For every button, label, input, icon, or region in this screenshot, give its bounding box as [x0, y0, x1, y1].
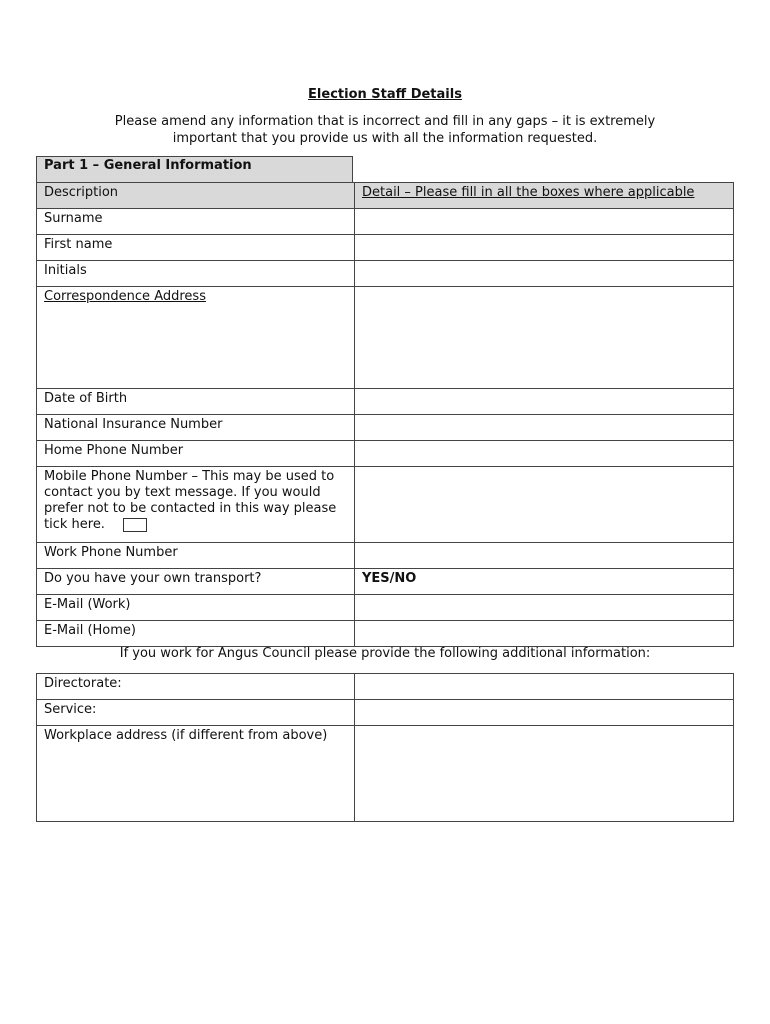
table-row — [37, 441, 734, 467]
mobile-phone-cell — [37, 467, 355, 543]
table-row — [37, 700, 734, 726]
date-of-birth-label: Date of Birth — [37, 389, 355, 415]
table-row — [37, 235, 734, 261]
workplace-address-field[interactable] — [355, 726, 734, 822]
table-row — [37, 261, 734, 287]
no-text-tick-checkbox[interactable] — [123, 518, 147, 532]
table-row — [37, 543, 734, 569]
table-row — [37, 595, 734, 621]
page-title: Election Staff Details — [308, 87, 462, 102]
own-transport-label: Do you have your own transport? — [37, 569, 355, 595]
own-transport-answer[interactable]: YES/NO — [355, 569, 734, 595]
table-row — [37, 209, 734, 235]
table-row — [37, 389, 734, 415]
general-information-table — [36, 182, 734, 647]
initials-field[interactable] — [355, 261, 734, 287]
home-phone-label: Home Phone Number — [37, 441, 355, 467]
angus-council-table — [36, 673, 734, 822]
surname-label: Surname — [37, 209, 355, 235]
table-row — [37, 569, 734, 595]
first-name-label: First name — [37, 235, 355, 261]
email-home-label: E-Mail (Home) — [37, 621, 355, 647]
ni-number-field[interactable] — [355, 415, 734, 441]
work-phone-label: Work Phone Number — [37, 543, 355, 569]
correspondence-address-label: Correspondence Address — [37, 287, 355, 389]
table-row — [37, 415, 734, 441]
directorate-label: Directorate: — [37, 674, 355, 700]
work-phone-field[interactable] — [355, 543, 734, 569]
intro-text: Please amend any information that is incorrect and fill in any gaps – it is extremely important that you provide us with all the information requested. — [114, 114, 656, 146]
table-row — [37, 287, 734, 389]
service-field[interactable] — [355, 700, 734, 726]
surname-field[interactable] — [355, 209, 734, 235]
date-of-birth-field[interactable] — [355, 389, 734, 415]
detail-column-header: Detail – Please fill in all the boxes where applicable — [355, 183, 734, 209]
first-name-field[interactable] — [355, 235, 734, 261]
part1-header: Part 1 – General Information — [36, 156, 353, 182]
table-row — [37, 726, 734, 822]
description-column-header: Description — [37, 183, 355, 209]
home-phone-field[interactable] — [355, 441, 734, 467]
directorate-field[interactable] — [355, 674, 734, 700]
email-work-label: E-Mail (Work) — [37, 595, 355, 621]
email-home-field[interactable] — [355, 621, 734, 647]
table-row — [37, 467, 734, 543]
table-row — [37, 621, 734, 647]
ni-number-label: National Insurance Number — [37, 415, 355, 441]
service-label: Service: — [37, 700, 355, 726]
correspondence-address-field[interactable] — [355, 287, 734, 389]
table-row — [37, 674, 734, 700]
angus-council-note: If you work for Angus Council please provide the following additional information: — [119, 646, 651, 661]
table-header-row — [37, 183, 734, 209]
mobile-phone-label: Mobile Phone Number – This may be used to contact you by text message. If you would prefer not to be contacted in this way please tick here. — [44, 469, 337, 532]
email-work-field[interactable] — [355, 595, 734, 621]
mobile-phone-field[interactable] — [355, 467, 734, 543]
initials-label: Initials — [37, 261, 355, 287]
workplace-address-label: Workplace address (if different from above) — [37, 726, 355, 822]
